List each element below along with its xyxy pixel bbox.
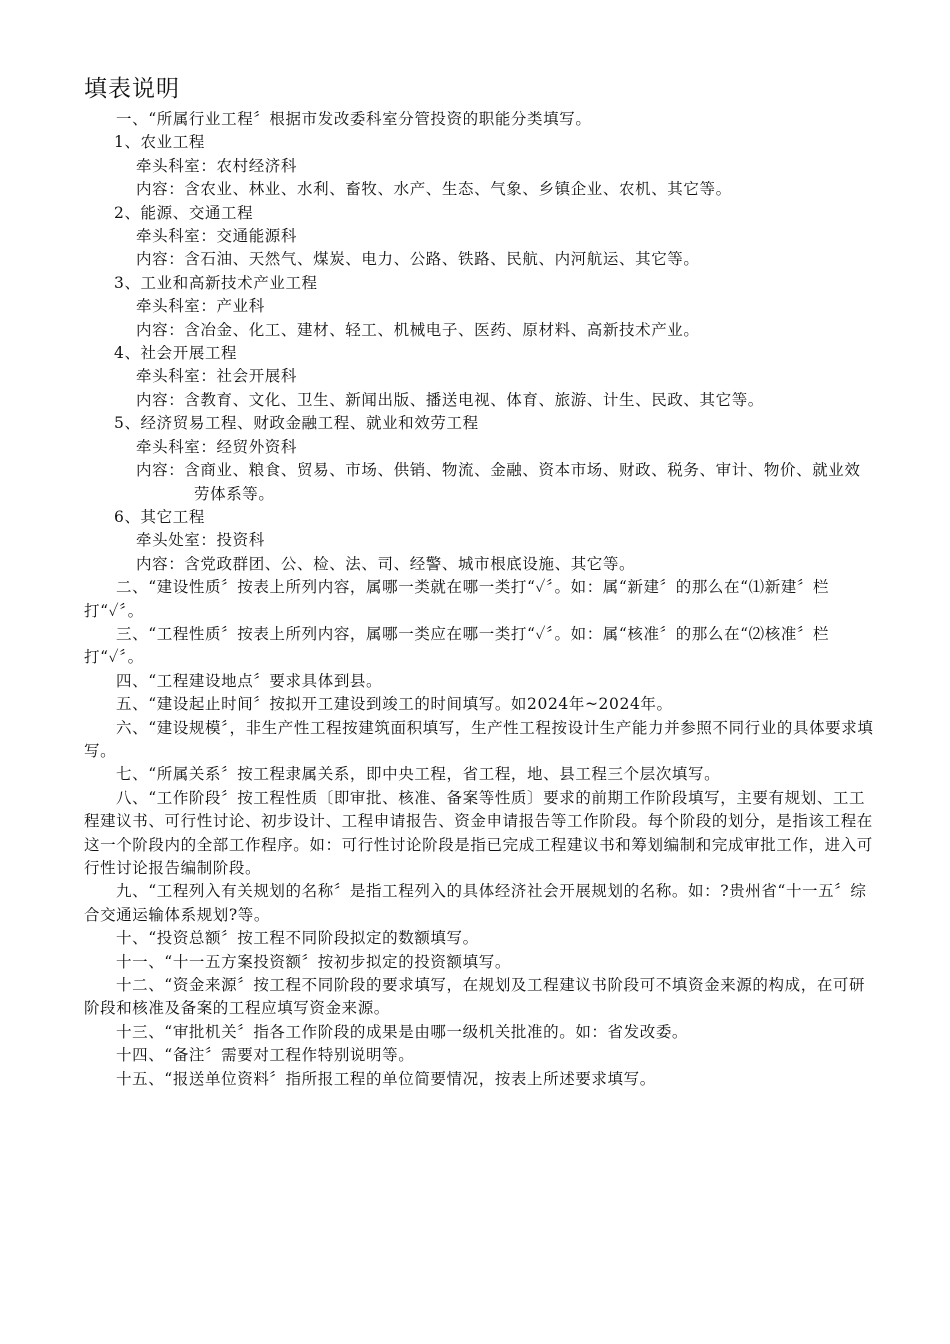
instruction-item-11: 十一、“十一五方案投资额〞按初步拟定的投资额填写。	[116, 952, 511, 971]
instruction-item-6: 六、“建设规模〞，非生产性工程按建筑面积填写，生产性工程按设计生产能力并参照不同行业的具体要求填写。	[84, 718, 874, 760]
category-5-name: 5、经济贸易工程、财政金融工程、就业和效劳工程	[114, 414, 479, 433]
instruction-item-10: 十、“投资总额〞按工程不同阶段拟定的数额填写。	[116, 929, 479, 948]
instruction-item-14: 十四、“备注〞需要对工程作特别说明等。	[116, 1046, 415, 1065]
instruction-item-8: 八、“工作阶段〞按工程性质〔即审批、核准、备案等性质〕要求的前期工作阶段填写，主要有规划、工工程建议书、可行性讨论、初步设计、工程申请报告、资金申请报告等工作阶段。每个阶段的划分，是指该工程在这一个阶段内的全部工作程序。如：可行性讨论阶段是指已完成工程建议书和筹划编制和完成审批工作，进入可行性讨论报告编制阶段。	[84, 788, 873, 877]
category-3-name: 3、工业和高新技术产业工程	[114, 273, 318, 292]
instruction-item-1: 一、“所属行业工程〞根据市发改委科室分管投资的职能分类填写。	[116, 110, 592, 128]
category-2-name: 2、能源、交通工程	[114, 203, 254, 222]
category-6-office: 牵头处室：投资科	[136, 531, 265, 550]
instruction-item-12: 十二、“资金来源〞按工程不同阶段的要求填写，在规划及工程建议书阶段可不填资金来源的构成，在可研阶段和核准及备案的工程应填写资金来源。	[84, 976, 866, 1018]
category-4-content: 内容：含教育、文化、卫生、新闻出版、播送电视、体育、旅游、计生、民政、其它等。	[136, 390, 764, 409]
instructions-body	[84, 108, 874, 1091]
instruction-item-3: 三、“工程性质〞按表上所列内容，属哪一类应在哪一类打“✓〞。如：属“核准〞的那么在“⑵核准〞栏打“✓〞。	[84, 624, 830, 667]
category-4-office: 牵头科室：社会开展科	[136, 367, 298, 386]
instruction-item-15: 十五、“报送单位资料〞指所报工程的单位简要情况，按表上所述要求填写。	[116, 1069, 656, 1088]
instruction-item-13: 十三、“审批机关〞指各工作阶段的成果是由哪一级机关批准的。如：省发改委。	[116, 1022, 689, 1041]
category-1-name: 1、农业工程	[114, 133, 205, 152]
instruction-item-2: 二、“建设性质〞按表上所列内容，属哪一类就在哪一类打“✓〞。如：属“新建〞的那么在“⑴新建〞栏打“✓〞。	[84, 578, 830, 620]
category-3-office: 牵头科室：产业科	[136, 297, 265, 316]
instruction-item-4: 四、“工程建设地点〞要求具体到县。	[116, 671, 383, 690]
page-title: 填表说明	[84, 76, 180, 102]
instruction-item-7: 七、“所属关系〞按工程隶属关系，即中央工程，省工程，地、县工程三个层次填写。	[116, 765, 721, 784]
category-1-office: 牵头科室：农村经济科	[136, 156, 298, 175]
category-2-office: 牵头科室：交通能源科	[136, 227, 298, 246]
category-2-content: 内容：含石油、天然气、煤炭、电力、公路、铁路、民航、内河航运、其它等。	[136, 250, 700, 269]
category-6-content: 内容：含党政群团、公、检、法、司、经警、城市根底设施、其它等。	[136, 554, 636, 573]
category-4-name: 4、社会开展工程	[114, 344, 238, 363]
category-1-content: 内容：含农业、林业、水利、畜牧、水产、生态、气象、乡镇企业、农机、其它等。	[136, 180, 732, 199]
category-5-office: 牵头科室：经贸外资科	[136, 437, 298, 456]
instruction-item-9: 九、“工程列入有关规划的名称〞是指工程列入的具体经济社会开展规划的名称。如：?贵州省“十一五〞综合交通运输体系规划?等。	[84, 882, 867, 924]
category-6-name: 6、其它工程	[114, 507, 205, 526]
instruction-item-5: 五、“建设起止时间〞按拟开工建设到竣工的时间填写。如2024年~2024年。	[116, 695, 673, 714]
category-3-content: 内容：含冶金、化工、建材、轻工、机械电子、医药、原材料、高新技术产业。	[136, 320, 700, 339]
category-5-content: 内容：含商业、粮食、贸易、市场、供销、物流、金融、资本市场、财政、税务、审计、物价、就业效劳体系等。	[136, 461, 861, 503]
